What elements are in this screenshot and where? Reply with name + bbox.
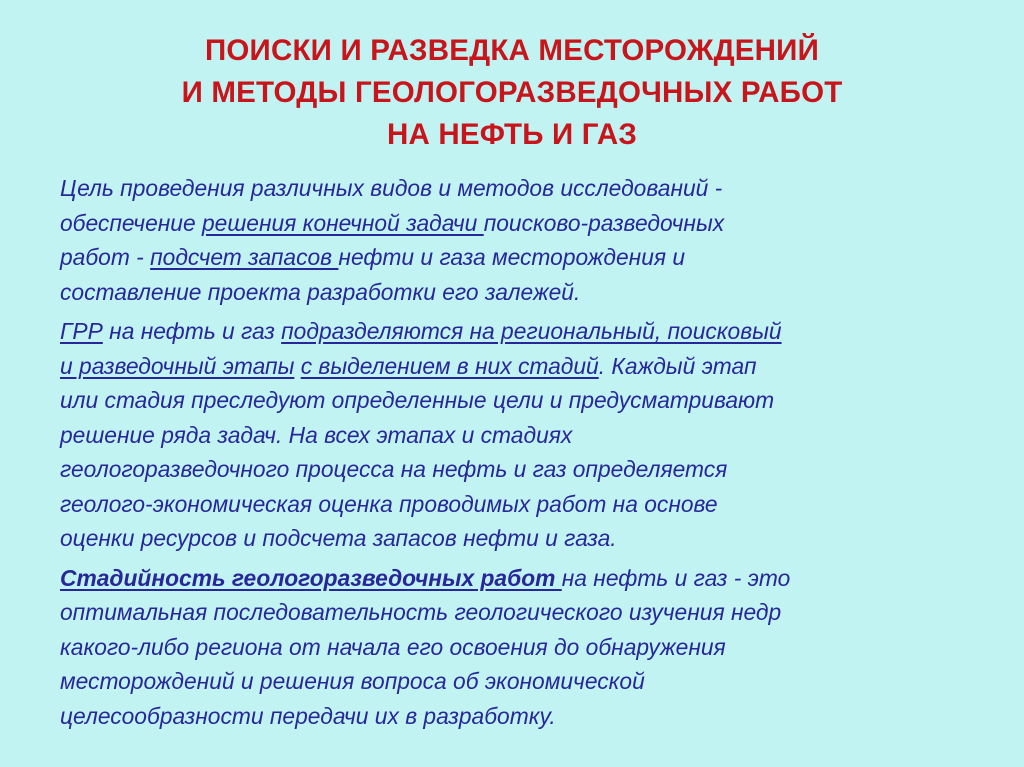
underlined-term: с выделением в них стадий xyxy=(300,352,599,379)
underlined-term: подсчет запасов xyxy=(150,244,339,270)
text-line xyxy=(60,561,990,596)
text-line: геолого-экономическая оценка проводимых работ на основе xyxy=(60,490,718,517)
text-line: целесообразности передачи их в разработку. xyxy=(60,702,556,729)
text-run: на нефть и газ - это xyxy=(561,564,791,591)
title-line-2: И МЕТОДЫ ГЕОЛОГОРАЗВЕДОЧНЫХ РАБОТ xyxy=(181,76,843,109)
title-line-3: НА НЕФТЬ И ГАЗ xyxy=(386,118,638,151)
text-line: месторождений и решения вопроса об экономической xyxy=(60,668,645,694)
underlined-term: подразделяются на региональный, поисковый xyxy=(281,318,782,344)
text-line: оценки ресурсов и подсчета запасов нефти и газа. xyxy=(60,525,617,551)
text-run: поисково-разведочных xyxy=(483,209,725,236)
text-run: работ - xyxy=(60,244,151,270)
text-line: оптимальная последовательность геологического изучения недр xyxy=(60,599,782,625)
paragraph-staging xyxy=(60,561,990,734)
title-line-1: ПОИСКИ И РАЗВЕДКА МЕСТОРОЖДЕНИЙ xyxy=(205,34,819,67)
text-line: Цель проведения различных видов и методов исследований - xyxy=(60,175,723,201)
text-run: нефти и газа месторождения и xyxy=(338,244,686,270)
text-line: или стадия преследуют определенные цели и предусматривают xyxy=(60,387,775,413)
text-line xyxy=(60,349,990,384)
underlined-term: решения конечной задачи xyxy=(201,209,484,236)
text-line xyxy=(60,314,990,349)
underlined-term: ГРР xyxy=(60,318,103,344)
text-line: решение ряда задач. На всех этапах и стадиях xyxy=(60,421,573,448)
text-line: геологоразведочного процесса на нефть и газ определяется xyxy=(60,456,728,482)
text-run: . Каждый этап xyxy=(598,352,757,379)
underlined-bold-term: Стадийность геологоразведочных работ xyxy=(60,564,562,591)
paragraph-goal xyxy=(60,171,990,309)
slide-title xyxy=(60,30,964,156)
text-run: обеспечение xyxy=(60,209,202,236)
text-line xyxy=(60,240,990,275)
slide-body xyxy=(60,171,990,738)
paragraph-grr xyxy=(60,314,990,556)
underlined-term: и разведочный этапы xyxy=(60,352,295,379)
text-run: на нефть и газ xyxy=(102,318,282,344)
text-line: составление проекта разработки его залежей. xyxy=(60,278,581,305)
text-line: какого-либо региона от начала его освоения до обнаружения xyxy=(60,633,726,660)
text-line xyxy=(60,206,990,241)
